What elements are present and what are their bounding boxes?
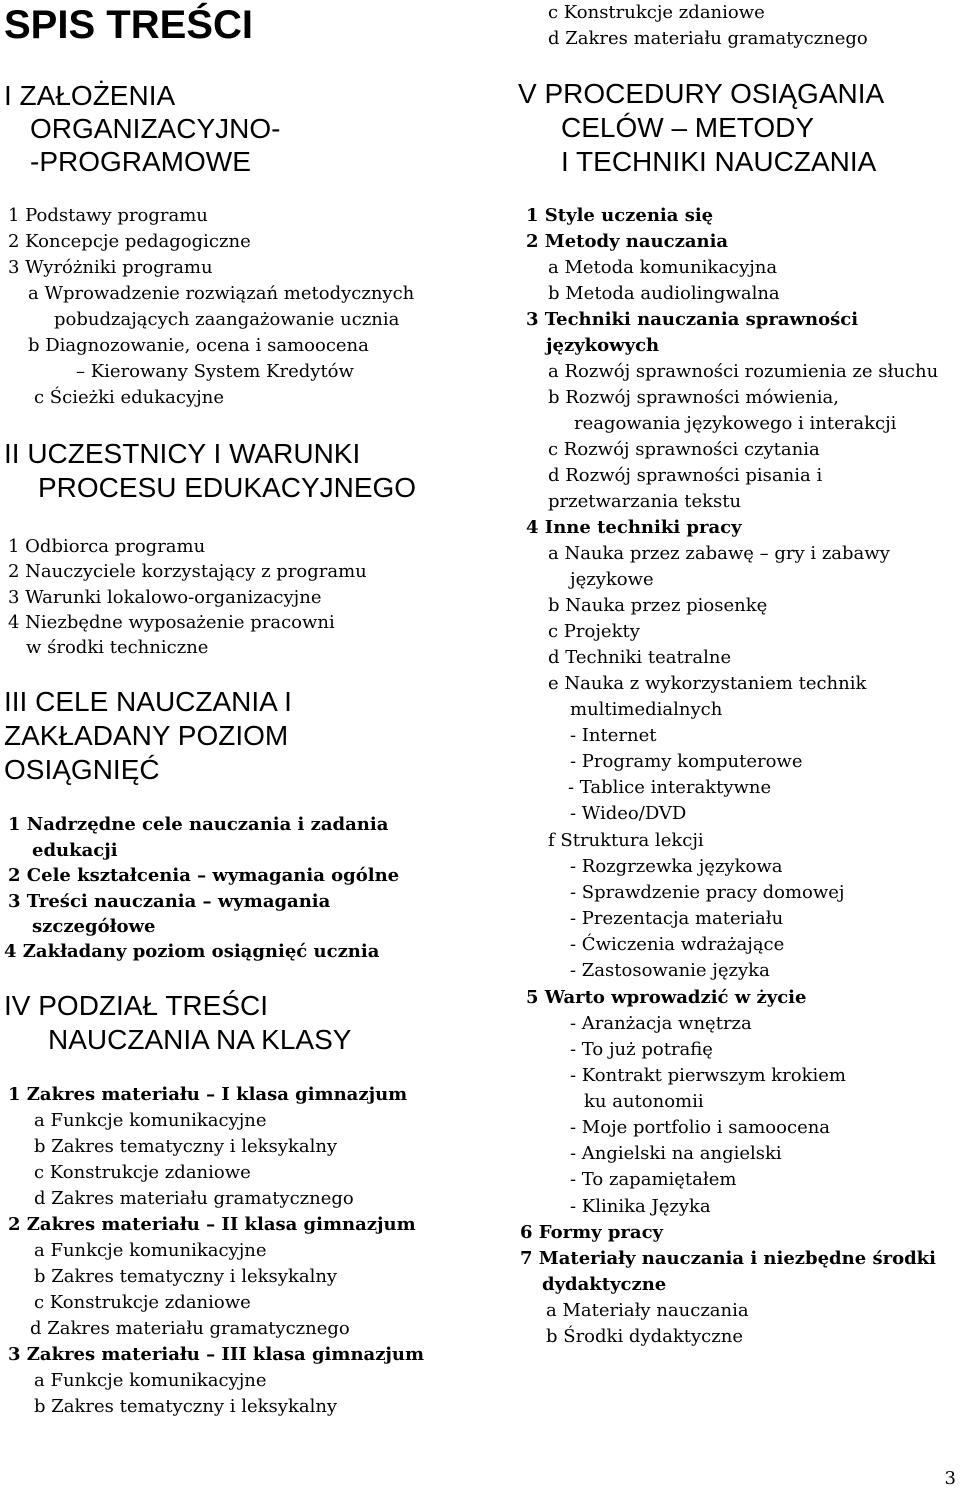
toc-subitem: f Struktura lekcji <box>548 830 704 851</box>
toc-subitem: a Funkcje komunikacyjne <box>34 1370 267 1391</box>
toc-item: 6 Formy pracy <box>520 1222 663 1243</box>
section-heading: CELÓW – METODY <box>561 112 815 143</box>
toc-subitem: - Tablice interaktywne <box>568 777 772 798</box>
toc-item: 7 Materiały nauczania i niezbędne środki <box>520 1248 936 1269</box>
toc-subitem: - Klinika Języka <box>570 1196 711 1217</box>
toc-item: 1 Style uczenia się <box>526 205 714 226</box>
toc-subitem: c Projekty <box>548 621 640 642</box>
toc-subitem: e Nauka z wykorzystaniem technik <box>548 673 867 694</box>
toc-subitem: b Metoda audiolingwalna <box>548 283 780 304</box>
toc-subitem: - Kontrakt pierwszym krokiem <box>570 1065 846 1086</box>
toc-subitem: - To już potrafię <box>570 1039 713 1060</box>
toc-item: 2 Nauczyciele korzystający z programu <box>8 561 367 582</box>
toc-subitem: - Programy komputerowe <box>570 751 803 772</box>
toc-item: 1 Zakres materiału – I klasa gimnazjum <box>8 1084 408 1105</box>
toc-item: edukacji <box>32 840 118 861</box>
toc-subitem: c Rozwój sprawności czytania <box>548 439 820 460</box>
toc-subitem: d Zakres materiału gramatycznego <box>30 1318 350 1339</box>
toc-subitem: - Zastosowanie języka <box>570 960 770 981</box>
toc-item: w środki techniczne <box>26 637 209 658</box>
toc-subitem: - Ćwiczenia wdrażające <box>570 934 785 955</box>
toc-item: 2 Koncepcje pedagogiczne <box>8 231 251 252</box>
toc-subitem: d Zakres materiału gramatycznego <box>548 28 868 49</box>
section-heading: V PROCEDURY OSIĄGANIA <box>518 78 885 109</box>
toc-subitem: d Rozwój sprawności pisania i <box>548 465 823 486</box>
toc-subitem: b Nauka przez piosenkę <box>548 595 768 616</box>
toc-subitem: - Moje portfolio i samoocena <box>570 1117 831 1138</box>
toc-subitem: b Zakres tematyczny i leksykalny <box>34 1396 338 1417</box>
toc-item: 2 Zakres materiału – II klasa gimnazjum <box>8 1214 416 1235</box>
toc-subitem: ku autonomii <box>584 1091 704 1112</box>
toc-item: 3 Zakres materiału – III klasa gimnazjum <box>8 1344 425 1365</box>
toc-item: 3 Treści nauczania – wymagania <box>8 891 331 912</box>
toc-subitem: b Diagnozowanie, ocena i samoocena <box>28 335 369 356</box>
toc-subitem: b Zakres tematyczny i leksykalny <box>34 1136 338 1157</box>
toc-subitem: - Aranżacja wnętrza <box>570 1013 752 1034</box>
toc-subitem: - Wideo/DVD <box>570 803 687 824</box>
toc-item: 2 Metody nauczania <box>526 231 729 252</box>
toc-item: 5 Warto wprowadzić w życie <box>526 987 807 1008</box>
section-heading: ORGANIZACYJNO- <box>30 113 281 144</box>
toc-item: 3 Wyróżniki programu <box>8 257 213 278</box>
toc-subitem: przetwarzania tekstu <box>548 491 742 512</box>
toc-item: językowych <box>546 335 660 356</box>
toc-subitem: - Angielski na angielski <box>570 1143 782 1164</box>
toc-subitem: - Prezentacja materiału <box>570 908 784 929</box>
section-heading: PROCESU EDUKACYJNEGO <box>38 472 417 503</box>
toc-subitem: językowe <box>570 569 654 590</box>
toc-subitem: reagowania językowego i interakcji <box>574 413 897 434</box>
toc-subitem: a Rozwój sprawności rozumienia ze słuchu <box>548 361 939 382</box>
section-heading: -PROGRAMOWE <box>30 146 251 177</box>
toc-subitem: – Kierowany System Kredytów <box>76 361 354 382</box>
toc-subitem: multimedialnych <box>570 699 723 720</box>
section-heading: NAUCZANIA NA KLASY <box>48 1024 352 1055</box>
toc-subitem: b Rozwój sprawności mówienia, <box>548 387 839 408</box>
section-heading: IV PODZIAŁ TREŚCI <box>4 990 268 1021</box>
toc-subitem: - Internet <box>570 725 657 746</box>
toc-item: dydaktyczne <box>542 1274 667 1295</box>
toc-subitem: c Ścieżki edukacyjne <box>34 387 224 408</box>
section-heading: III CELE NAUCZANIA I <box>4 686 292 717</box>
toc-item: 2 Cele kształcenia – wymagania ogólne <box>8 865 400 886</box>
section-heading: II UCZESTNICY I WARUNKI <box>4 438 361 469</box>
toc-item: 3 Techniki nauczania sprawności <box>526 309 859 330</box>
section-heading: I ZAŁOŻENIA <box>4 80 176 111</box>
page-title: SPIS TREŚCI <box>4 3 253 47</box>
toc-subitem: a Wprowadzenie rozwiązań metodycznych <box>28 283 415 304</box>
toc-subitem: c Konstrukcje zdaniowe <box>548 2 765 23</box>
toc-item: 4 Zakładany poziom osiągnięć ucznia <box>4 941 380 962</box>
toc-subitem: c Konstrukcje zdaniowe <box>34 1162 251 1183</box>
toc-item: 3 Warunki lokalowo-organizacyjne <box>8 587 322 608</box>
toc-item: 1 Nadrzędne cele nauczania i zadania <box>8 814 389 835</box>
toc-subitem: a Metoda komunikacyjna <box>548 257 778 278</box>
toc-subitem: pobudzających zaangażowanie ucznia <box>54 309 400 330</box>
toc-subitem: a Funkcje komunikacyjne <box>34 1110 267 1131</box>
toc-item: 4 Inne techniki pracy <box>526 517 742 538</box>
section-heading: I TECHNIKI NAUCZANIA <box>561 146 877 177</box>
toc-item: 1 Podstawy programu <box>8 205 208 226</box>
toc-subitem: a Materiały nauczania <box>546 1300 749 1321</box>
toc-subitem: - Sprawdzenie pracy domowej <box>570 882 845 903</box>
toc-subitem: d Techniki teatralne <box>548 647 732 668</box>
toc-item: szczegółowe <box>32 916 156 937</box>
toc-item: 1 Odbiorca programu <box>8 536 206 557</box>
section-heading: ZAKŁADANY POZIOM <box>4 720 289 751</box>
toc-subitem: d Zakres materiału gramatycznego <box>34 1188 354 1209</box>
toc-subitem: c Konstrukcje zdaniowe <box>34 1292 251 1313</box>
toc-subitem: b Zakres tematyczny i leksykalny <box>34 1266 338 1287</box>
section-heading: OSIĄGNIĘĆ <box>4 754 160 785</box>
toc-subitem: - Rozgrzewka językowa <box>570 856 783 877</box>
toc-subitem: b Środki dydaktyczne <box>546 1326 743 1347</box>
toc-item: 4 Niezbędne wyposażenie pracowni <box>8 612 335 633</box>
toc-subitem: a Funkcje komunikacyjne <box>34 1240 267 1261</box>
toc-subitem: - To zapamiętałem <box>570 1169 737 1190</box>
toc-subitem: a Nauka przez zabawę – gry i zabawy <box>548 543 890 564</box>
page-number: 3 <box>944 1468 956 1489</box>
